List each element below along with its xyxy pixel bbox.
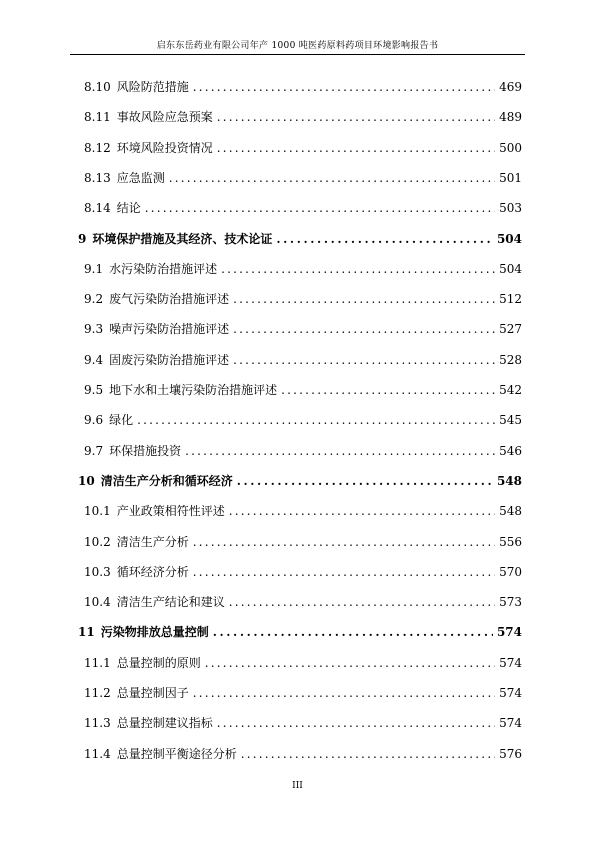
toc-entry-page: 548 (499, 504, 522, 519)
toc-entry-number: 9.6 (84, 413, 104, 428)
toc-entry-page: 504 (499, 261, 522, 276)
toc-entry-page: 574 (499, 655, 522, 670)
toc-entry-page: 512 (499, 292, 522, 307)
toc-entry-page: 500 (499, 140, 522, 155)
toc-entry-number: 10 (78, 473, 95, 488)
toc-entry-title: 循环经济分析 (116, 564, 189, 579)
toc-entry-title: 环境保护措施及其经济、技术论证 (92, 231, 273, 246)
toc-entry-number: 8.10 (84, 80, 111, 94)
toc-chapter-entry[interactable] (78, 230, 522, 250)
toc-entry-page: 574 (499, 686, 522, 700)
toc-dot-leader (233, 322, 495, 336)
toc-dot-leader (185, 444, 495, 458)
toc-entry-title: 绿化 (109, 413, 134, 428)
toc-entry-title: 污染物排放总量控制 (100, 625, 209, 640)
toc-dot-leader (276, 232, 493, 246)
toc-entry-title: 清洁生产结论和建议 (116, 595, 225, 610)
toc-dot-leader (205, 656, 495, 670)
toc-entry-number: 8.12 (84, 140, 111, 155)
toc-entry-title: 水污染防治措施评述 (109, 261, 218, 276)
toc-entry-page: 556 (499, 534, 522, 549)
toc-entry-number: 9.7 (84, 443, 104, 458)
toc-dot-leader (237, 474, 493, 488)
toc-entry-page: 528 (499, 352, 522, 367)
toc-entry-title: 废气污染防治措施评述 (109, 292, 230, 307)
toc-dot-leader (233, 292, 495, 306)
toc-entry-title: 地下水和土壤污染防治措施评述 (109, 383, 278, 397)
toc-dot-leader (241, 747, 495, 761)
toc-entry-title: 清洁生产分析和循环经济 (100, 473, 233, 488)
toc-entry-title: 噪声污染防治措施评述 (109, 322, 230, 337)
toc-entry-number: 9.2 (84, 292, 104, 307)
toc-section-entry[interactable] (84, 442, 522, 462)
toc-section-entry[interactable] (84, 320, 522, 340)
toc-dot-leader (213, 625, 493, 639)
toc-entry-page: 489 (499, 110, 522, 125)
toc-dot-leader (217, 141, 495, 155)
toc-section-entry[interactable] (84, 351, 522, 371)
toc-entry-page: 542 (499, 383, 522, 397)
toc-entry-number: 9.3 (84, 322, 104, 337)
toc-entry-page: 469 (499, 80, 522, 94)
toc-section-entry[interactable] (84, 199, 522, 219)
toc-entry-page: 545 (499, 413, 522, 428)
toc-entry-title: 清洁生产分析 (116, 534, 189, 549)
toc-dot-leader (233, 353, 495, 367)
toc-entry-title: 总量控制的原则 (116, 655, 201, 670)
toc-entry-page: 546 (499, 443, 522, 458)
toc-entry-title: 固废污染防治措施评述 (109, 352, 230, 367)
toc-section-entry[interactable] (84, 411, 522, 431)
toc-entry-number: 11.3 (84, 716, 111, 731)
toc-section-entry[interactable] (84, 745, 522, 765)
toc-dot-leader (281, 383, 495, 397)
toc-entry-page: 504 (496, 231, 522, 246)
toc-entry-title: 应急监测 (116, 170, 165, 185)
toc-dot-leader (221, 262, 495, 276)
toc-entry-number: 9.4 (84, 352, 104, 367)
toc-entry-title: 总量控制平衡途径分析 (116, 746, 237, 761)
toc-entry-number: 10.1 (84, 504, 111, 519)
toc-entry-number: 9.5 (84, 383, 104, 397)
toc-entry-page: 548 (496, 473, 522, 488)
toc-entry-number: 11.1 (84, 655, 111, 670)
toc-dot-leader (145, 201, 495, 215)
toc-entry-page: 574 (496, 625, 522, 640)
toc-entry-page: 576 (499, 746, 522, 761)
page-number: III (292, 781, 303, 791)
toc-entry-page: 574 (499, 716, 522, 731)
toc-section-entry[interactable] (84, 290, 522, 310)
toc-dot-leader (217, 110, 495, 124)
toc-entry-number: 10.2 (84, 534, 111, 549)
toc-entry-number: 11.2 (84, 686, 111, 700)
toc-section-entry[interactable] (84, 139, 522, 159)
toc-entry-title: 环保措施投资 (109, 443, 182, 458)
toc-dot-leader (217, 716, 495, 730)
toc-entry-title: 风险防范措施 (116, 80, 189, 94)
toc-dot-leader (169, 171, 495, 185)
toc-entry-number: 9.1 (84, 261, 104, 276)
toc-dot-leader (193, 80, 495, 94)
header-rule (70, 54, 525, 55)
toc-entry-number: 9 (78, 231, 87, 246)
toc-entry-number: 11 (78, 625, 95, 640)
toc-section-entry[interactable] (84, 108, 522, 128)
toc-entry-page: 570 (499, 564, 522, 579)
toc-entry-title: 总量控制因子 (116, 686, 189, 700)
toc-section-entry[interactable] (84, 381, 522, 401)
toc-section-entry[interactable] (84, 593, 522, 613)
toc-entry-number: 8.11 (84, 110, 111, 125)
toc-entry-title: 事故风险应急预案 (116, 110, 213, 125)
toc-entry-title: 产业政策相符性评述 (116, 504, 225, 519)
toc-entry-number: 10.4 (84, 595, 111, 610)
toc-chapter-entry[interactable] (78, 623, 522, 643)
toc-entry-number: 11.4 (84, 746, 111, 761)
toc-dot-leader (193, 565, 495, 579)
toc-entry-number: 8.13 (84, 170, 111, 185)
toc-section-entry[interactable] (84, 684, 522, 704)
toc-section-entry[interactable] (84, 563, 522, 583)
toc-entry-page: 527 (499, 322, 522, 337)
toc-section-entry[interactable] (84, 714, 522, 734)
toc-entry-number: 10.3 (84, 564, 111, 579)
toc-section-entry[interactable] (84, 533, 522, 553)
toc-section-entry[interactable] (84, 169, 522, 189)
toc-section-entry[interactable] (84, 260, 522, 280)
toc-dot-leader (193, 535, 495, 549)
toc-entry-title: 总量控制建议指标 (116, 716, 213, 731)
toc-entry-title: 结论 (116, 201, 141, 216)
toc-section-entry[interactable] (84, 654, 522, 674)
toc-dot-leader (229, 595, 495, 609)
toc-entry-page: 503 (499, 201, 522, 216)
toc-entry-title: 环境风险投资情况 (116, 140, 213, 155)
toc-entry-page: 501 (499, 170, 522, 185)
toc-section-entry[interactable] (84, 78, 522, 98)
toc-entry-number: 8.14 (84, 201, 111, 216)
toc-dot-leader (229, 504, 495, 518)
document-header-title: 启东东岳药业有限公司年产 1000 吨医药原料药项目环境影响报告书 (156, 41, 439, 51)
toc-section-entry[interactable] (84, 502, 522, 522)
toc-dot-leader (137, 413, 495, 427)
toc-entry-page: 573 (499, 595, 522, 610)
toc-dot-leader (193, 686, 495, 700)
toc-chapter-entry[interactable] (78, 472, 522, 492)
